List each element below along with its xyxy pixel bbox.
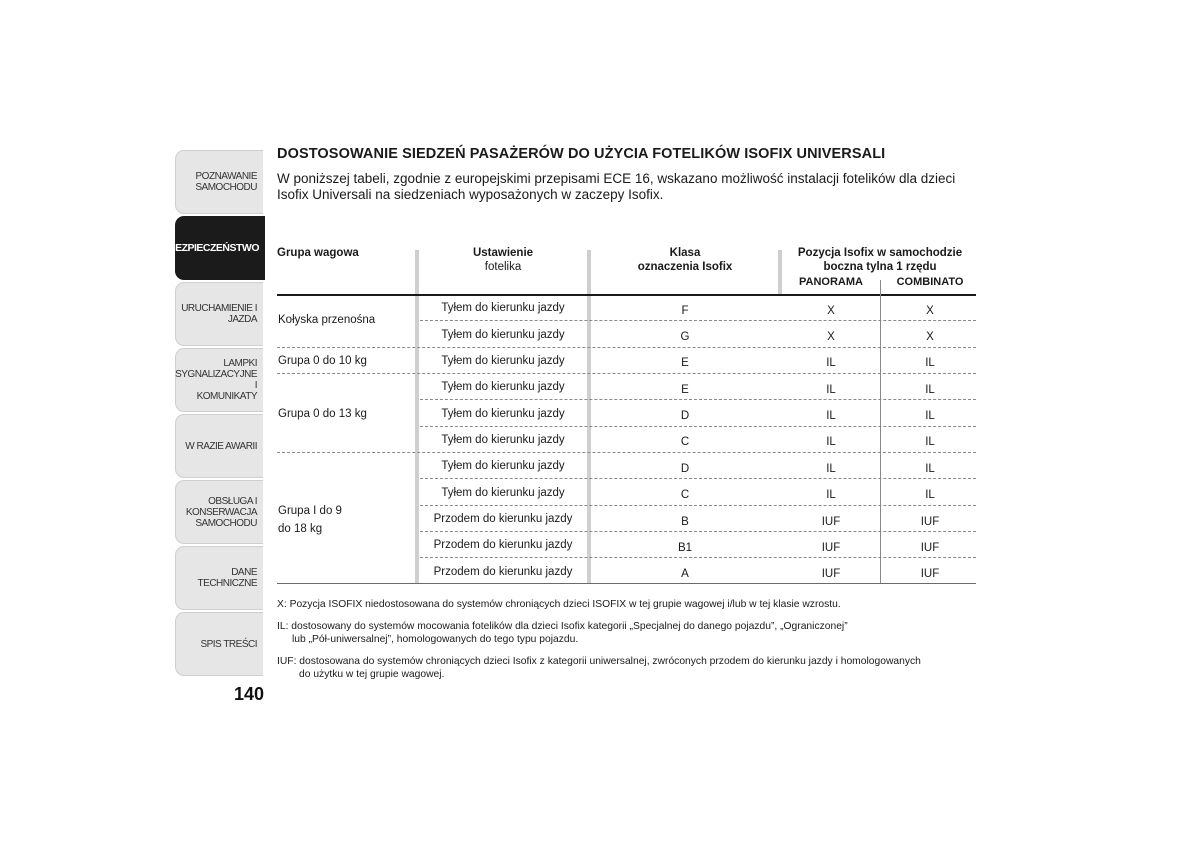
cell-class: D (680, 410, 690, 422)
cell-panorama: X (827, 305, 835, 317)
cell-class: D (680, 463, 690, 475)
cell-panorama: IL (826, 384, 836, 396)
row-separator (277, 347, 976, 348)
tab-lampki-sygnalizacyjne[interactable] (175, 348, 263, 412)
cell-panorama: IL (826, 410, 836, 422)
header-divider (415, 250, 419, 296)
cell-position: Tyłem do kierunku jazdy (441, 302, 565, 314)
header-class-line2: oznaczenia Isofix (637, 261, 733, 273)
header-group: Grupa wagowa (277, 247, 359, 259)
group-label: Kołyska przenośna (278, 314, 376, 326)
cell-panorama: IUF (821, 516, 841, 528)
cell-combinato: IL (925, 410, 935, 422)
cell-panorama: X (827, 331, 835, 343)
tab-label: URUCHAMIENIE I JAZDA (181, 303, 257, 325)
cell-class: C (680, 489, 690, 501)
note-iuf-line1: IUF: dostosowana do systemów chroniących dzieci Isofix z kategorii uniwersalnej, zwróconych przodem do kierunku jazdy i homologowanych (277, 656, 921, 667)
cell-combinato: IUF (920, 516, 940, 528)
cell-position: Przodem do kierunku jazdy (433, 539, 573, 551)
cell-panorama: IL (826, 357, 836, 369)
cell-position: Tyłem do kierunku jazdy (441, 487, 565, 499)
header-class-line1: Klasa (669, 247, 701, 259)
header-divider (778, 250, 782, 296)
group-label: Grupa I do 9 do 18 kg (278, 505, 342, 535)
cell-panorama: IL (826, 463, 836, 475)
header-divider (587, 250, 591, 296)
tab-label: W RAZIE AWARII (185, 440, 257, 452)
page-number: 140 (233, 684, 264, 704)
cell-class: F (681, 305, 689, 317)
cell-combinato: IUF (920, 568, 940, 580)
row-separator (420, 531, 976, 532)
cell-class: B1 (677, 542, 693, 554)
cell-class: E (681, 357, 689, 369)
tab-label: POZNAWANIE SAMOCHODU (195, 171, 257, 193)
tab-label: DANE TECHNICZNE (197, 567, 257, 589)
note-iuf (277, 655, 977, 681)
cell-class: G (680, 331, 690, 343)
cell-combinato: X (926, 305, 934, 317)
tab-dane-techniczne[interactable] (175, 546, 263, 610)
tab-obsluga-i-konserwacja[interactable] (175, 480, 263, 544)
header-position-line1: Ustawienie (472, 247, 534, 259)
table-notes (277, 598, 977, 690)
cell-position: Tyłem do kierunku jazdy (441, 329, 565, 341)
cell-panorama: IL (826, 436, 836, 448)
cell-combinato: IL (925, 357, 935, 369)
header-class (592, 246, 778, 274)
cell-position: Przodem do kierunku jazdy (433, 566, 573, 578)
cell-class: E (681, 384, 689, 396)
header-seat-line2: boczna tylna 1 rzędu (823, 261, 937, 273)
cell-combinato: IL (925, 384, 935, 396)
group-label: Grupa 0 do 10 kg (278, 355, 367, 367)
row-separator (420, 505, 976, 506)
cell-combinato: IL (925, 463, 935, 475)
row-separator (420, 426, 976, 427)
tab-label: BEZPIECZEŃSTWO (167, 241, 259, 254)
note-il-line1: IL: dostosowany do systemów mocowania fotelików dla dzieci Isofix kategorii „Specjalnej do danego pojazdu”, „Ograniczonej” (277, 621, 848, 632)
cell-combinato: IL (925, 489, 935, 501)
tab-label: OBSŁUGA I KONSERWACJA SAMOCHODU (185, 495, 257, 529)
cell-position: Tyłem do kierunku jazdy (441, 381, 565, 393)
section-title: DOSTOSOWANIE SIEDZEŃ PASAŻERÓW DO UŻYCIA FOTELIKÓW ISOFIX UNIVERSALI (277, 146, 886, 162)
tab-spis-tresci[interactable] (175, 612, 263, 676)
tab-uruchamienie-i-jazda[interactable] (175, 282, 263, 346)
note-x (277, 598, 977, 611)
tab-w-razie-awarii[interactable] (175, 414, 263, 478)
row-separator (277, 452, 976, 453)
row-separator (277, 373, 976, 374)
column-divider (587, 296, 591, 584)
cell-panorama: IL (826, 489, 836, 501)
note-iuf-line2: do użytku w tej grupie wagowej. (299, 669, 445, 680)
note-il-line2: lub „Pół-uniwersalnej”, homologowanych do tego typu pojazdu. (292, 634, 579, 645)
intro-paragraph: W poniższej tabeli, zgodnie z europejskimi przepisami ECE 16, wskazano możliwość instalacji fotelików dla dzieci Isofix Universali na siedzeniach wyposażonych w zaczepy Isofix. (277, 171, 956, 202)
row-separator (420, 478, 976, 479)
cell-position: Tyłem do kierunku jazdy (441, 434, 565, 446)
group-label: Grupa 0 do 13 kg (278, 408, 367, 420)
header-position-line2: fotelika (484, 261, 522, 273)
cell-class: B (681, 516, 689, 528)
tab-label: SPIS TREŚCI (200, 638, 257, 650)
cell-position: Przodem do kierunku jazdy (433, 513, 573, 525)
table-bottom-rule (277, 583, 976, 584)
header-seat-line1: Pozycja Isofix w samochodzie (797, 247, 963, 259)
cell-panorama: IUF (821, 568, 841, 580)
header-panorama: PANORAMA (799, 276, 863, 288)
cell-class: A (681, 568, 689, 580)
panorama-combinato-divider (880, 280, 881, 584)
note-il (277, 620, 977, 646)
cell-position: Tyłem do kierunku jazdy (441, 460, 565, 472)
header-rule (277, 294, 976, 296)
tab-bezpieczenstwo[interactable] (167, 216, 265, 280)
row-separator (420, 399, 976, 400)
cell-class: C (680, 436, 690, 448)
header-seat-position (783, 246, 977, 274)
column-divider (415, 296, 419, 584)
cell-panorama: IUF (821, 542, 841, 554)
header-combinato: COMBINATO (896, 276, 964, 288)
tab-poznawanie-samochodu[interactable] (175, 150, 263, 214)
tab-label: LAMPKI SYGNALIZACYJNE I KOMUNIKATY (175, 358, 257, 402)
note-x-text: X: Pozycja ISOFIX niedostosowana do systemów chroniących dzieci ISOFIX w tej grupie wagowej i/lub w tej klasie wzrostu. (277, 599, 841, 610)
cell-position: Tyłem do kierunku jazdy (441, 408, 565, 420)
cell-combinato: X (926, 331, 934, 343)
header-position (420, 246, 586, 274)
row-separator (420, 557, 976, 558)
cell-position: Tyłem do kierunku jazdy (441, 355, 565, 367)
row-separator (420, 320, 976, 321)
cell-combinato: IL (925, 436, 935, 448)
cell-combinato: IUF (920, 542, 940, 554)
